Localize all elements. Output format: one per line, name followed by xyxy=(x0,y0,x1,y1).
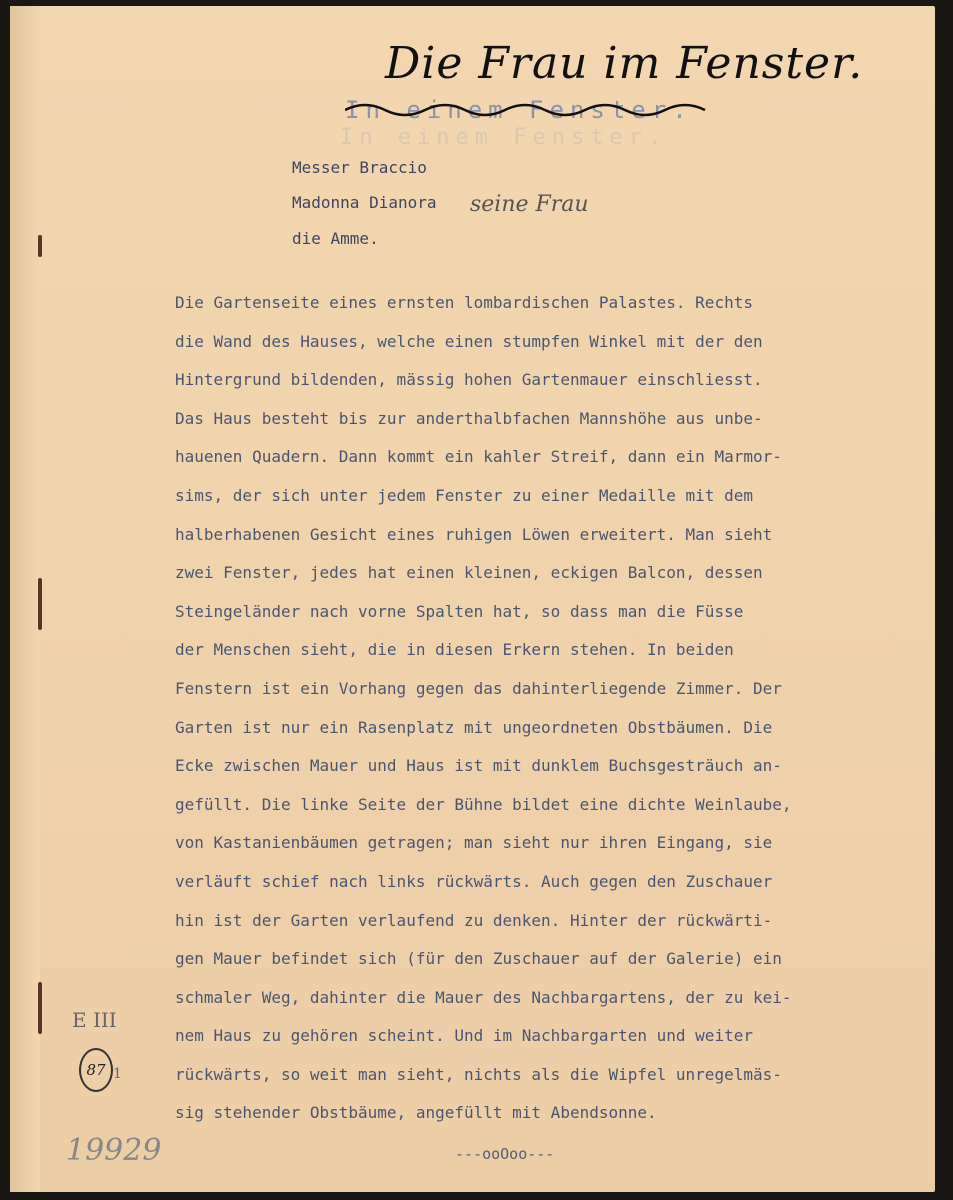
cast-member-braccio: Messer Braccio xyxy=(292,158,427,177)
text-line: zwei Fenster, jedes hat einen kleinen, eckigen Balcon, dessen xyxy=(175,563,763,583)
text-line: Steingeländer nach vorne Spalten hat, so dass man die Füsse xyxy=(175,601,744,621)
cast-member-amme: die Amme. xyxy=(292,229,379,248)
text-line: hauenen Quadern. Dann kommt ein kahler Streif, dann ein Marmor- xyxy=(175,447,782,467)
staple-middle xyxy=(38,578,42,630)
text-line: Fenstern ist ein Vorhang gegen das dahinterliegende Zimmer. Der xyxy=(175,678,782,698)
stage-direction xyxy=(175,284,895,1133)
text-line: sims, der sich unter jedem Fenster zu einer Medaille mit dem xyxy=(175,485,753,505)
text-line: hin ist der Garten verlaufend zu denken. Hinter der rückwärti- xyxy=(175,910,773,930)
inventory-number: 19929 xyxy=(66,1133,162,1168)
archive-number-suffix: 1 xyxy=(113,1066,122,1082)
handwritten-title: Die Frau im Fenster. xyxy=(385,38,864,89)
text-line: nem Haus zu gehören scheint. Und im Nachbargarten und weiter xyxy=(175,1026,753,1046)
archive-signature-code: E III xyxy=(72,1008,117,1032)
strikethrough-scribble xyxy=(345,98,715,122)
text-line: von Kastanienbäumen getragen; man sieht nur ihren Eingang, sie xyxy=(175,833,773,853)
text-line: schmaler Weg, dahinter die Mauer des Nachbargartens, der zu kei- xyxy=(175,987,792,1007)
text-line: rückwärts, so weit man sieht, nichts als die Wipfel unregelmäs- xyxy=(175,1064,782,1084)
end-mark: ---ooOoo--- xyxy=(455,1145,555,1163)
text-line: die Wand des Hauses, welche einen stumpfen Winkel mit der den xyxy=(175,331,763,351)
typed-title-struck: In einem Fenster. xyxy=(345,96,693,124)
staple-top xyxy=(38,235,42,257)
text-line: Garten ist nur ein Rasenplatz mit ungeordneten Obstbäumen. Die xyxy=(175,717,773,737)
cast-member-dianora: Madonna Dianora xyxy=(292,193,437,212)
text-line: gefüllt. Die linke Seite der Bühne bildet eine dichte Weinlaube, xyxy=(175,794,792,814)
text-line: der Menschen sieht, die in diesen Erkern stehen. In beiden xyxy=(175,640,734,660)
text-line: verläuft schief nach links rückwärts. Auch gegen den Zuschauer xyxy=(175,871,773,891)
staple-bottom xyxy=(38,982,42,1034)
show-through-text: In einem Fenster. xyxy=(340,125,668,150)
handwritten-annotation: seine Frau xyxy=(470,192,589,217)
page-binding-edge xyxy=(10,6,40,1192)
text-line: gen Mauer befindet sich (für den Zuschauer auf der Galerie) ein xyxy=(175,949,782,969)
text-line: Die Gartenseite eines ernsten lombardischen Palastes. Rechts xyxy=(175,293,753,312)
text-line: Ecke zwischen Mauer und Haus ist mit dunklem Buchsgesträuch an- xyxy=(175,756,782,776)
circled-archive-number: 87 xyxy=(79,1048,113,1092)
text-line: Das Haus besteht bis zur anderthalbfachen Mannshöhe aus unbe- xyxy=(175,408,763,428)
text-line: Hintergrund bildenden, mässig hohen Gartenmauer einschliesst. xyxy=(175,370,763,390)
text-line: sig stehender Obstbäume, angefüllt mit Abendsonne. xyxy=(175,1103,657,1123)
text-line: halberhabenen Gesicht eines ruhigen Löwen erweitert. Man sieht xyxy=(175,524,773,544)
